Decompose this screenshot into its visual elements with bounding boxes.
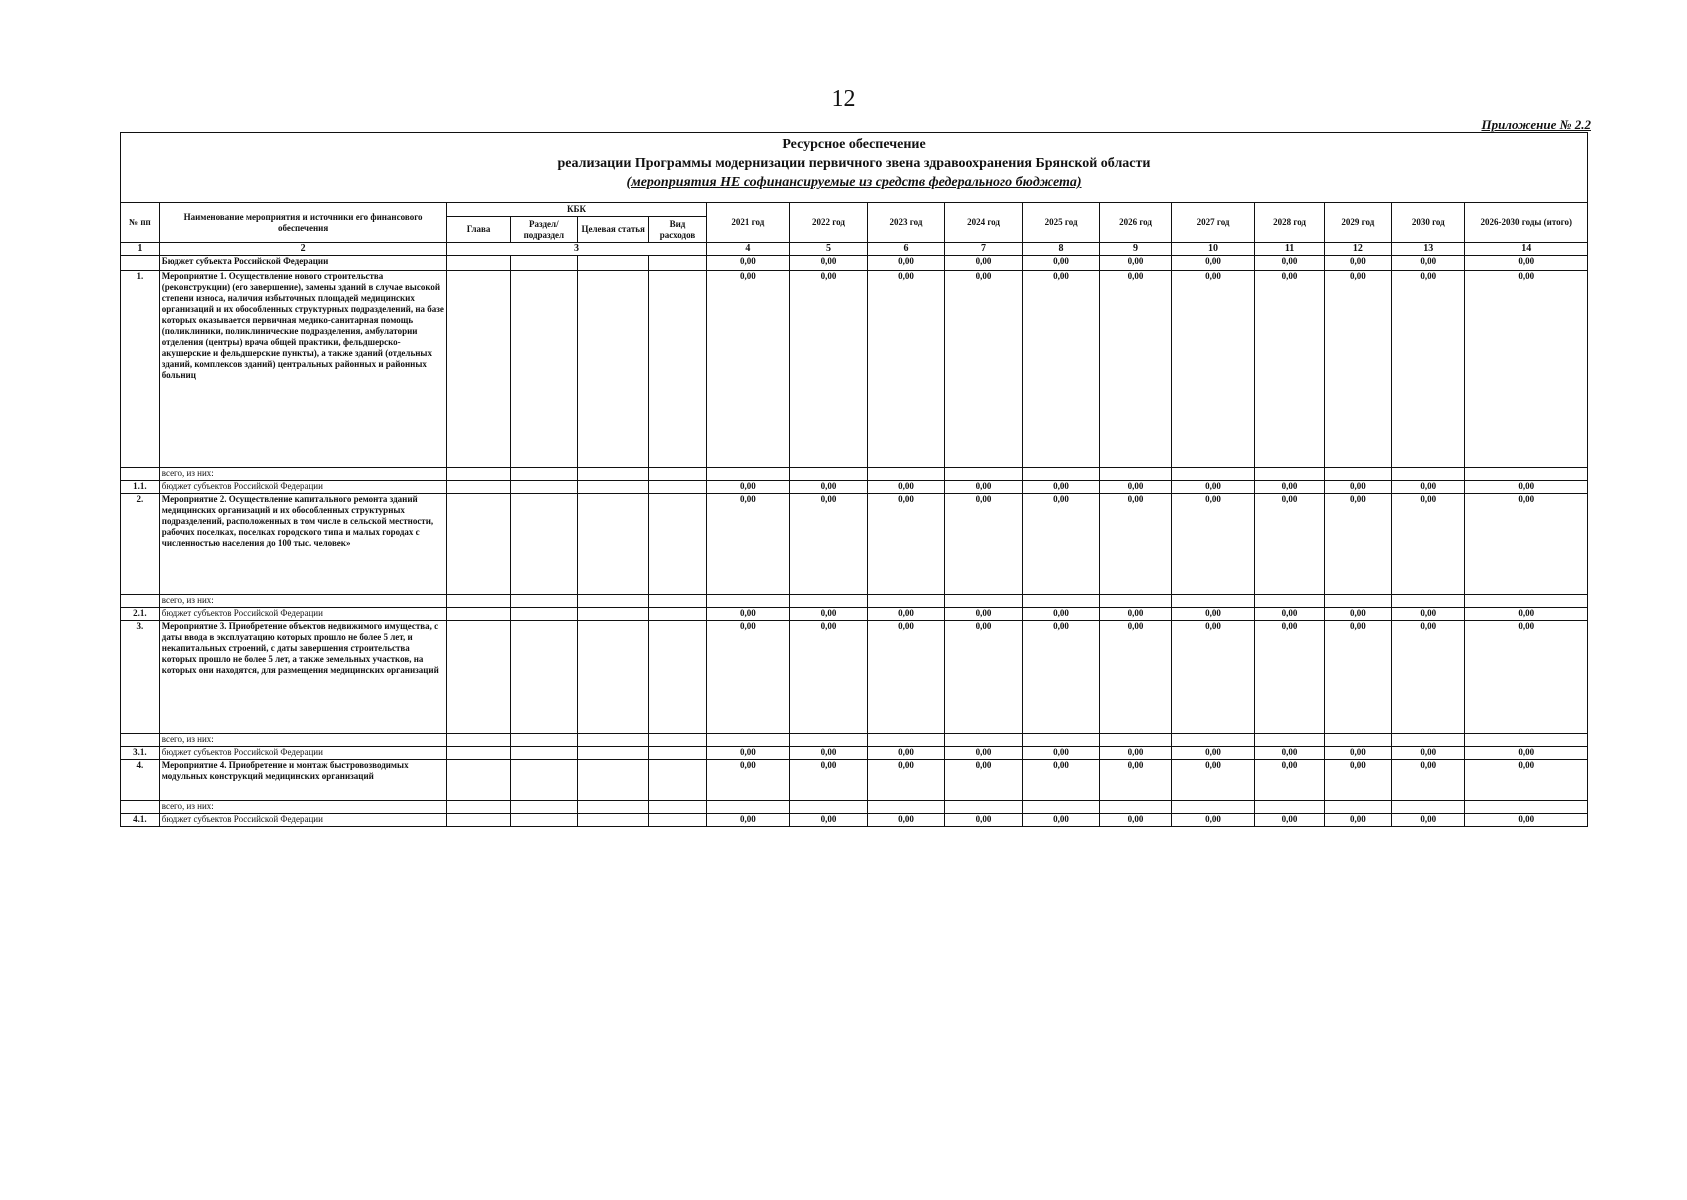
kbk-cell	[578, 801, 649, 814]
kbk-cell	[447, 801, 510, 814]
value-cell: 0,00	[790, 481, 868, 494]
value-cell: 0,00	[945, 271, 1023, 468]
kbk-cell	[510, 481, 577, 494]
page-number: 12	[831, 86, 856, 112]
value-cell: 0,00	[1171, 481, 1255, 494]
value-cell: 0,00	[1022, 608, 1100, 621]
colnum-year: 7	[945, 243, 1023, 256]
value-cell	[1392, 468, 1465, 481]
header-year: 2026 год	[1100, 203, 1171, 243]
value-cell: 0,00	[1255, 760, 1324, 801]
header-year: 2028 год	[1255, 203, 1324, 243]
kbk-cell	[447, 468, 510, 481]
value-cell: 0,00	[867, 621, 945, 734]
value-cell	[1255, 595, 1324, 608]
kbk-cell	[578, 734, 649, 747]
colnum-1: 1	[121, 243, 160, 256]
value-cell: 0,00	[1392, 760, 1465, 801]
value-cell: 0,00	[1255, 494, 1324, 595]
table-row-m1-sub	[121, 481, 1588, 494]
value-cell: 0,00	[1100, 608, 1171, 621]
value-cell	[1324, 595, 1391, 608]
kbk-cell	[649, 595, 706, 608]
row-number	[121, 468, 160, 481]
value-cell: 0,00	[945, 608, 1023, 621]
colnum-year: 6	[867, 243, 945, 256]
header-tselevaya: Целевая статья	[578, 217, 649, 243]
value-cell: 0,00	[1022, 814, 1100, 827]
row-number: 4.1.	[121, 814, 160, 827]
value-cell: 0,00	[790, 494, 868, 595]
value-cell: 0,00	[1100, 814, 1171, 827]
value-cell: 0,00	[1171, 608, 1255, 621]
colnum-3: 3	[447, 243, 706, 256]
title-line-2: реализации Программы модернизации первичного звена здравоохранения Брянской области	[557, 156, 1151, 171]
kbk-cell	[510, 595, 577, 608]
row-label: всего, из них:	[159, 801, 447, 814]
value-cell: 0,00	[1465, 271, 1588, 468]
header-year: 2024 год	[945, 203, 1023, 243]
value-cell	[1171, 734, 1255, 747]
row-label: Бюджет субъекта Российской Федерации	[159, 256, 447, 271]
kbk-cell	[578, 747, 649, 760]
row-label: всего, из них:	[159, 468, 447, 481]
kbk-cell	[649, 621, 706, 734]
value-cell: 0,00	[1171, 256, 1255, 271]
value-cell: 0,00	[706, 481, 790, 494]
value-cell	[1324, 801, 1391, 814]
kbk-cell	[578, 760, 649, 801]
kbk-cell	[578, 608, 649, 621]
colnum-year: 5	[790, 243, 868, 256]
value-cell: 0,00	[1171, 494, 1255, 595]
row-label: Мероприятие 3. Приобретение объектов недвижимого имущества, с даты ввода в эксплуатацию которых прошло не более 5 лет, и некапитальных строений, с даты завершения строительства которых прошло не более 5 лет, а также земельных участков, на которых они находятся, для размещения медицинских организаций	[159, 621, 447, 734]
value-cell	[1100, 595, 1171, 608]
value-cell	[1392, 595, 1465, 608]
row-number: 2.	[121, 494, 160, 595]
value-cell: 0,00	[706, 271, 790, 468]
value-cell: 0,00	[1324, 621, 1391, 734]
header-vid: Вид расходов	[649, 217, 706, 243]
row-number: 4.	[121, 760, 160, 801]
table-row-m4-including	[121, 801, 1588, 814]
value-cell	[706, 734, 790, 747]
value-cell: 0,00	[1465, 481, 1588, 494]
row-number	[121, 595, 160, 608]
kbk-cell	[649, 481, 706, 494]
row-label: Мероприятие 1. Осуществление нового строительства (реконструкции) (его завершение), замены зданий в случае высокой степени износа, наличия избыточных площадей медицинских организаций и их обособленных структурных подразделений, на базе которых оказывается первичная медико-санитарная помощь (поликлиники, поликлинические подразделения, амбулатории отделения (центры) врача общей практики, фельдшерско-акушерские и фельдшерские пункты), а также зданий (отдельных зданий, комплексов зданий) центральных районных и районных больниц	[159, 271, 447, 468]
value-cell	[1022, 801, 1100, 814]
value-cell: 0,00	[867, 256, 945, 271]
value-cell	[1465, 468, 1588, 481]
value-cell: 0,00	[945, 814, 1023, 827]
value-cell: 0,00	[706, 494, 790, 595]
colnum-year: 4	[706, 243, 790, 256]
table-row-budget	[121, 256, 1588, 271]
table-title	[120, 132, 1588, 202]
header-year: 2023 год	[867, 203, 945, 243]
value-cell: 0,00	[1171, 271, 1255, 468]
value-cell: 0,00	[1255, 608, 1324, 621]
value-cell: 0,00	[1255, 271, 1324, 468]
value-cell: 0,00	[1324, 494, 1391, 595]
value-cell: 0,00	[1100, 481, 1171, 494]
header-year: 2029 год	[1324, 203, 1391, 243]
title-line-3: (мероприятия НЕ софинансируемые из средств федерального бюджета)	[626, 175, 1082, 190]
value-cell: 0,00	[1392, 481, 1465, 494]
header-year: 2022 год	[790, 203, 868, 243]
header-year: 2025 год	[1022, 203, 1100, 243]
row-number: 2.1.	[121, 608, 160, 621]
value-cell: 0,00	[1171, 621, 1255, 734]
row-label: бюджет субъектов Российской Федерации	[159, 481, 447, 494]
value-cell: 0,00	[1392, 494, 1465, 595]
kbk-cell	[447, 760, 510, 801]
row-number: 1.1.	[121, 481, 160, 494]
kbk-cell	[649, 747, 706, 760]
kbk-cell	[447, 271, 510, 468]
value-cell: 0,00	[1392, 747, 1465, 760]
value-cell	[867, 595, 945, 608]
value-cell: 0,00	[1255, 747, 1324, 760]
value-cell	[790, 468, 868, 481]
value-cell: 0,00	[1324, 256, 1391, 271]
header-name: Наименование мероприятия и источники его финансового обеспечения	[159, 203, 447, 243]
value-cell	[1100, 801, 1171, 814]
kbk-cell	[578, 481, 649, 494]
kbk-cell	[510, 256, 577, 271]
value-cell	[1324, 734, 1391, 747]
colnum-year: 14	[1465, 243, 1588, 256]
value-cell	[945, 801, 1023, 814]
table-row-m2-sub	[121, 608, 1588, 621]
value-cell	[1022, 595, 1100, 608]
kbk-cell	[649, 814, 706, 827]
value-cell: 0,00	[790, 256, 868, 271]
kbk-cell	[649, 734, 706, 747]
table-row-m2-including	[121, 595, 1588, 608]
colnum-year: 12	[1324, 243, 1391, 256]
value-cell	[790, 801, 868, 814]
value-cell: 0,00	[945, 621, 1023, 734]
value-cell: 0,00	[706, 256, 790, 271]
table-row-m1-including	[121, 468, 1588, 481]
value-cell: 0,00	[1465, 608, 1588, 621]
value-cell: 0,00	[1255, 621, 1324, 734]
value-cell: 0,00	[945, 747, 1023, 760]
value-cell: 0,00	[1255, 481, 1324, 494]
value-cell	[1465, 734, 1588, 747]
value-cell: 0,00	[706, 760, 790, 801]
header-kbk: КБК	[447, 203, 706, 217]
value-cell: 0,00	[1392, 621, 1465, 734]
kbk-cell	[447, 608, 510, 621]
row-label: бюджет субъектов Российской Федерации	[159, 747, 447, 760]
colnum-year: 9	[1100, 243, 1171, 256]
table-row-m3	[121, 621, 1588, 734]
value-cell: 0,00	[1324, 608, 1391, 621]
colnum-year: 13	[1392, 243, 1465, 256]
value-cell	[1465, 801, 1588, 814]
value-cell: 0,00	[1100, 494, 1171, 595]
header-num: № пп	[121, 203, 160, 243]
value-cell: 0,00	[1392, 256, 1465, 271]
value-cell: 0,00	[1392, 271, 1465, 468]
value-cell	[1465, 595, 1588, 608]
value-cell: 0,00	[1324, 271, 1391, 468]
value-cell	[1255, 468, 1324, 481]
row-label: бюджет субъектов Российской Федерации	[159, 814, 447, 827]
kbk-cell	[649, 271, 706, 468]
value-cell: 0,00	[1392, 608, 1465, 621]
value-cell: 0,00	[1465, 760, 1588, 801]
value-cell: 0,00	[1022, 271, 1100, 468]
value-cell	[1324, 468, 1391, 481]
row-label: всего, из них:	[159, 595, 447, 608]
kbk-cell	[447, 734, 510, 747]
value-cell: 0,00	[1100, 760, 1171, 801]
value-cell: 0,00	[1324, 481, 1391, 494]
value-cell: 0,00	[706, 814, 790, 827]
resource-table	[120, 202, 1588, 827]
value-cell: 0,00	[945, 760, 1023, 801]
colnum-year: 10	[1171, 243, 1255, 256]
value-cell: 0,00	[1465, 494, 1588, 595]
table-row-m1	[121, 271, 1588, 468]
header-year: 2027 год	[1171, 203, 1255, 243]
value-cell: 0,00	[867, 481, 945, 494]
value-cell	[867, 734, 945, 747]
value-cell	[706, 468, 790, 481]
value-cell	[1022, 468, 1100, 481]
header-year: 2021 год	[706, 203, 790, 243]
value-cell: 0,00	[790, 760, 868, 801]
kbk-cell	[447, 747, 510, 760]
kbk-cell	[447, 595, 510, 608]
kbk-cell	[510, 814, 577, 827]
kbk-cell	[510, 494, 577, 595]
value-cell: 0,00	[1022, 747, 1100, 760]
value-cell: 0,00	[867, 608, 945, 621]
value-cell	[945, 734, 1023, 747]
value-cell: 0,00	[1171, 760, 1255, 801]
kbk-cell	[510, 621, 577, 734]
value-cell: 0,00	[790, 621, 868, 734]
table-row-m2	[121, 494, 1588, 595]
value-cell	[1392, 734, 1465, 747]
value-cell	[1171, 801, 1255, 814]
kbk-cell	[447, 494, 510, 595]
kbk-cell	[649, 494, 706, 595]
row-label: бюджет субъектов Российской Федерации	[159, 608, 447, 621]
table-row-m4-sub	[121, 814, 1588, 827]
kbk-cell	[578, 256, 649, 271]
value-cell: 0,00	[1255, 814, 1324, 827]
kbk-cell	[510, 734, 577, 747]
value-cell	[945, 468, 1023, 481]
header-year: 2030 год	[1392, 203, 1465, 243]
value-cell	[706, 595, 790, 608]
value-cell: 0,00	[1324, 814, 1391, 827]
resource-table-sheet	[120, 132, 1588, 827]
value-cell: 0,00	[1022, 621, 1100, 734]
value-cell	[1022, 734, 1100, 747]
row-number	[121, 801, 160, 814]
value-cell	[1255, 734, 1324, 747]
kbk-cell	[447, 481, 510, 494]
value-cell	[867, 801, 945, 814]
value-cell: 0,00	[706, 608, 790, 621]
header-year: 2026-2030 годы (итого)	[1465, 203, 1588, 243]
row-label: всего, из них:	[159, 734, 447, 747]
value-cell: 0,00	[1100, 747, 1171, 760]
value-cell	[1100, 734, 1171, 747]
colnum-year: 8	[1022, 243, 1100, 256]
value-cell: 0,00	[945, 494, 1023, 595]
value-cell: 0,00	[790, 608, 868, 621]
value-cell	[867, 468, 945, 481]
row-number: 3.	[121, 621, 160, 734]
kbk-cell	[510, 271, 577, 468]
value-cell: 0,00	[1100, 621, 1171, 734]
kbk-cell	[510, 801, 577, 814]
kbk-cell	[578, 494, 649, 595]
value-cell: 0,00	[1465, 256, 1588, 271]
value-cell	[790, 734, 868, 747]
table-row-m4	[121, 760, 1588, 801]
value-cell: 0,00	[1465, 747, 1588, 760]
value-cell: 0,00	[945, 256, 1023, 271]
value-cell: 0,00	[1100, 271, 1171, 468]
kbk-cell	[578, 621, 649, 734]
value-cell: 0,00	[790, 271, 868, 468]
value-cell	[1171, 468, 1255, 481]
table-row-m3-including	[121, 734, 1588, 747]
colnum-2: 2	[159, 243, 447, 256]
value-cell	[1392, 801, 1465, 814]
value-cell	[1100, 468, 1171, 481]
value-cell: 0,00	[867, 494, 945, 595]
kbk-cell	[649, 608, 706, 621]
value-cell: 0,00	[867, 747, 945, 760]
title-line-1: Ресурсное обеспечение	[782, 137, 926, 152]
kbk-cell	[447, 621, 510, 734]
colnum-year: 11	[1255, 243, 1324, 256]
value-cell: 0,00	[1255, 256, 1324, 271]
kbk-cell	[510, 608, 577, 621]
row-label: Мероприятие 2. Осуществление капитального ремонта зданий медицинских организаций и их обособленных структурных подразделений, расположенных в том числе в сельской местности, рабочих поселках, поселках городского типа и малых городах с численностью населения до 100 тыс. человек»	[159, 494, 447, 595]
table-body	[121, 256, 1588, 827]
row-number	[121, 734, 160, 747]
value-cell: 0,00	[1022, 494, 1100, 595]
value-cell: 0,00	[1324, 747, 1391, 760]
kbk-cell	[649, 760, 706, 801]
value-cell: 0,00	[1324, 760, 1391, 801]
value-cell: 0,00	[867, 271, 945, 468]
value-cell	[1255, 801, 1324, 814]
value-cell: 0,00	[706, 621, 790, 734]
kbk-cell	[578, 595, 649, 608]
value-cell: 0,00	[706, 747, 790, 760]
value-cell	[945, 595, 1023, 608]
value-cell: 0,00	[1465, 814, 1588, 827]
value-cell: 0,00	[1022, 256, 1100, 271]
value-cell: 0,00	[867, 760, 945, 801]
value-cell: 0,00	[1100, 256, 1171, 271]
value-cell	[706, 801, 790, 814]
row-label: Мероприятие 4. Приобретение и монтаж быстровозводимых модульных конструкций медицинских организаций	[159, 760, 447, 801]
value-cell	[1171, 595, 1255, 608]
kbk-cell	[510, 760, 577, 801]
value-cell: 0,00	[867, 814, 945, 827]
kbk-cell	[447, 814, 510, 827]
value-cell: 0,00	[1171, 747, 1255, 760]
value-cell: 0,00	[1022, 760, 1100, 801]
kbk-cell	[578, 271, 649, 468]
value-cell: 0,00	[945, 481, 1023, 494]
row-number: 1.	[121, 271, 160, 468]
kbk-cell	[510, 468, 577, 481]
value-cell: 0,00	[1392, 814, 1465, 827]
row-number	[121, 256, 160, 271]
value-cell: 0,00	[1465, 621, 1588, 734]
value-cell: 0,00	[1022, 481, 1100, 494]
value-cell: 0,00	[790, 814, 868, 827]
kbk-cell	[447, 256, 510, 271]
kbk-cell	[649, 801, 706, 814]
header-glava: Глава	[447, 217, 510, 243]
appendix-label: Приложение № 2.2	[1481, 117, 1591, 132]
value-cell	[790, 595, 868, 608]
kbk-cell	[578, 468, 649, 481]
kbk-cell	[578, 814, 649, 827]
header-razdel: Раздел/ подраздел	[510, 217, 577, 243]
value-cell: 0,00	[1171, 814, 1255, 827]
value-cell: 0,00	[790, 747, 868, 760]
row-number: 3.1.	[121, 747, 160, 760]
table-row-m3-sub	[121, 747, 1588, 760]
kbk-cell	[510, 747, 577, 760]
kbk-cell	[649, 256, 706, 271]
kbk-cell	[649, 468, 706, 481]
